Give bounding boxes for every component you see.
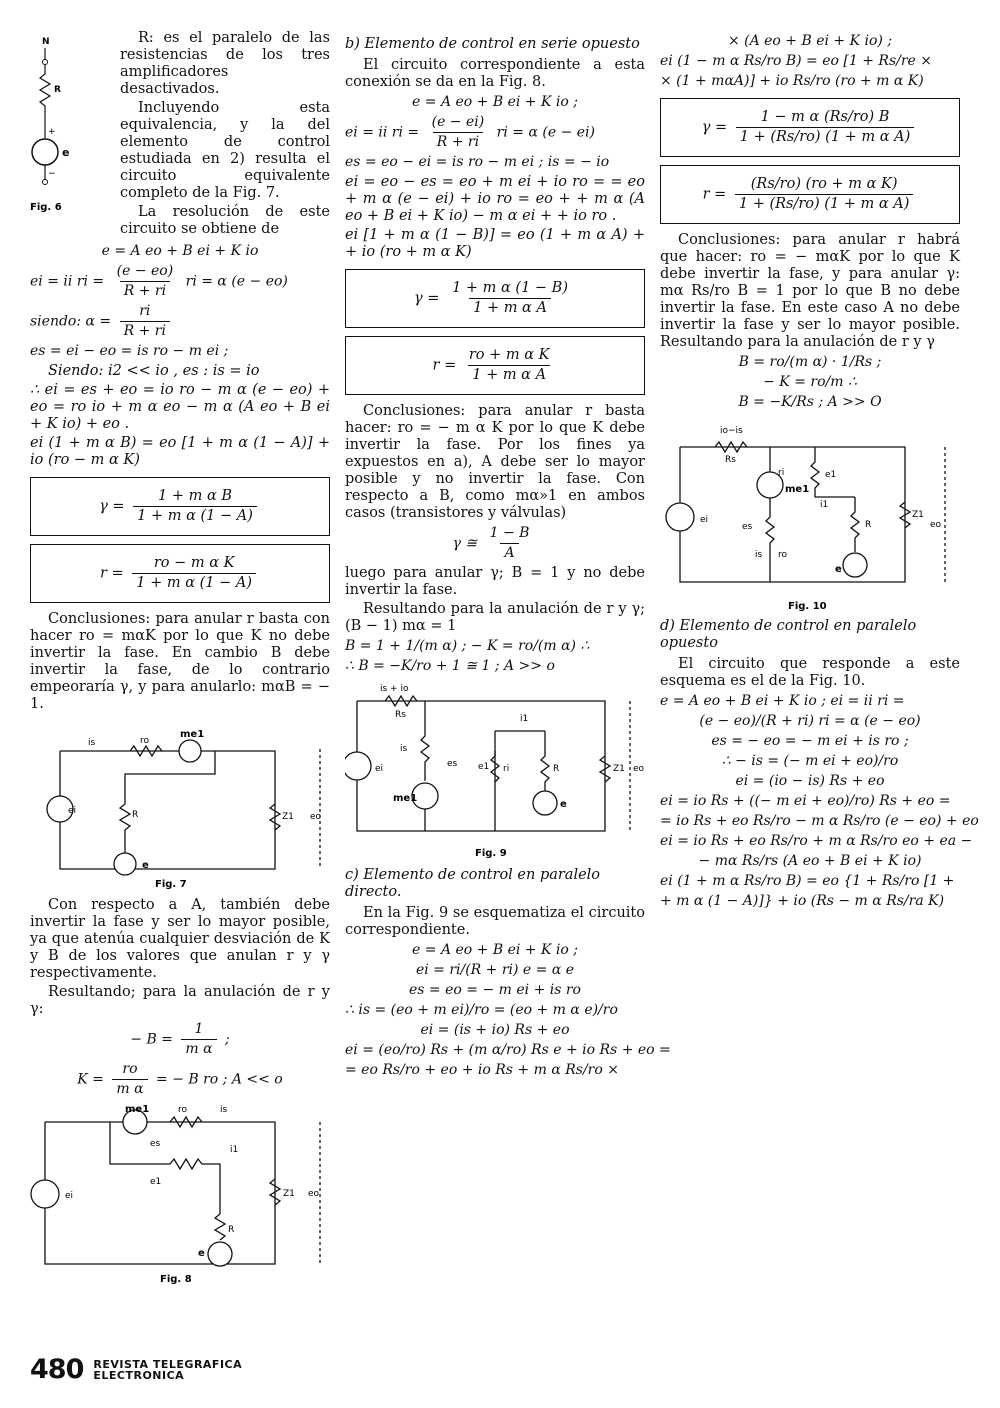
equation: (e − eo)/(R + ri) ri = α (e − eo) [699, 713, 921, 729]
equation: ei = (eo/ro) Rs + (m α/ro) Rs e + io Rs + eo = [345, 1042, 671, 1058]
equation: es = − eo = − m ei + is ro ; [711, 733, 909, 749]
equation: × (1 + mαA)] + io Rs/ro (ro + m α K) [660, 73, 924, 89]
svg-text:Rs: Rs [725, 455, 736, 465]
equation: − K = ro/m ∴ [763, 374, 857, 390]
result-box-r: r = $\frac{\text{(Rs/ro) (ro + m α K)}}{\text{1 + (Rs/ro) (1 + m α A)}}$ [660, 165, 960, 224]
svg-text:R: R [865, 520, 872, 530]
equation: + m α (1 − A)]} + io (Rs − m α Rs/ra K) [660, 893, 945, 909]
equation: siendo: α = $\frac{ri}{R + ri}$ [30, 303, 330, 340]
svg-text:i1: i1 [820, 500, 829, 510]
fig-8-diagram [30, 1104, 330, 1284]
paragraph: En la Fig. 9 se esquematiza el circuito correspondiente. [345, 905, 645, 938]
svg-text:me1: me1 [785, 484, 810, 495]
svg-text:i1: i1 [520, 714, 529, 724]
paragraph: El circuito que responde a este esquema es el de la Fig. 10. [660, 656, 960, 689]
svg-text:i1: i1 [230, 1145, 239, 1155]
svg-text:e: e [198, 1248, 205, 1259]
equation: − B = $\frac{1}{\text{m α}}$ ; [130, 1021, 230, 1057]
equation: e = A eo + B ei + K io ; [412, 94, 578, 110]
svg-text:me1: me1 [125, 1104, 150, 1115]
svg-text:es: es [447, 759, 458, 769]
fig-6-caption: Fig. 6 [30, 202, 62, 213]
conclusions-paragraph: Conclusiones: para anular r basta hacer: ro = − m α K por lo que K debe invertir la fase. Por los fines ya expuestos en a), A debe ser lo mayor posible y no invertir la fase. Con respecto a B, como mα»1 en ambos casos (transistores y válvulas) [345, 403, 645, 521]
fig-7-caption: Fig. 7 [155, 879, 187, 890]
equation: ei [1 + m α (1 − B)] = eo (1 + m α A) + + io (ro + m α K) [345, 227, 645, 260]
svg-text:R: R [228, 1225, 235, 1235]
svg-text:is + io: is + io [380, 684, 409, 694]
equation: ei = (io − is) Rs + eo [735, 773, 885, 789]
svg-text:e: e [62, 146, 70, 159]
equation: B = −K/Rs ; A >> O [738, 394, 882, 410]
svg-text:R: R [132, 810, 139, 820]
svg-text:es: es [150, 1139, 161, 1149]
fig-10-diagram [660, 417, 960, 612]
svg-text:ri: ri [778, 468, 785, 478]
equation: ei = eo − es = eo + m ei + io ro = = eo + m α (e − ei) + io ro = eo + + m α (A eo + B ei + K io) − m α ei + + io ro . [345, 174, 645, 224]
equation: es = ei − eo = is ro − m ei ; [30, 343, 229, 359]
svg-text:Z1: Z1 [283, 1189, 295, 1199]
svg-text:io−is: io−is [720, 426, 743, 436]
svg-text:e: e [560, 799, 567, 810]
paragraph: Resultando para la anulación de r y γ; (B − 1) mα = 1 [345, 601, 645, 634]
paragraph: Resultando; para la anulación de r y γ: [30, 984, 330, 1017]
svg-text:is: is [400, 744, 408, 754]
paragraph: Con respecto a A, también debe invertir la fase y ser lo mayor posible, ya que atenúa cualquier desviación de K y B de los valores que anulan r y γ respectivamente. [30, 897, 330, 981]
svg-text:e: e [142, 860, 149, 871]
equation: ∴ − is = (− m ei + eo)/ro [721, 753, 899, 769]
svg-text:ri: ri [503, 764, 510, 774]
intro-paragraph-1: R: es el paralelo de las resistencias de los tres amplificadores desactivados. [120, 30, 330, 97]
equation: ei = ii ri = $\frac{(e - ei)}{R + ri}$ ri = α (e − ei) [345, 114, 595, 150]
svg-text:ro: ro [178, 1105, 188, 1115]
svg-text:is: is [220, 1105, 228, 1115]
equation: ei = io Rs + eo Rs/ro + m α Rs/ro eo + ea − [660, 833, 973, 849]
result-box-r: r = $\frac{\text{ro + m α K}}{\text{1 + m α A}}$ [345, 336, 645, 395]
equation: e = A eo + B ei + K io [101, 243, 259, 259]
fig-7-diagram [30, 719, 330, 891]
journal-name-line-1: REVISTA TELEGRAFICA [93, 1357, 243, 1371]
svg-text:Z1: Z1 [912, 510, 924, 520]
column-1 [30, 30, 330, 1290]
svg-text:+: + [48, 127, 56, 137]
fig-10-caption: Fig. 10 [788, 601, 827, 612]
page-number: 480 [30, 1354, 84, 1385]
svg-text:e1: e1 [150, 1177, 162, 1187]
equation: × (A eo + B ei + K io) ; [727, 33, 893, 49]
conclusions-paragraph: Conclusiones: para anular r habrá que hacer: ro = − mαK por lo que K debe invertir la fase, y para anular γ: mα Rs/ro B = 1 por lo que B no debe invertir la fase. En este caso A no debe invertir la fase y ser lo mayor posible. Resultando para la anulación de r y γ [660, 232, 960, 350]
section-heading-b: b) Elemento de control en serie opuesto [345, 36, 640, 52]
equation: ei = (is + io) Rs + eo [420, 1022, 570, 1038]
svg-text:eo: eo [308, 1189, 320, 1199]
section-heading-d: d) Elemento de control en paralelo opuesto [660, 618, 917, 651]
equation: e = A eo + B ei + K io ; [412, 942, 578, 958]
fig-6-diagram [30, 30, 120, 215]
svg-text:−: − [48, 169, 56, 179]
equation: ∴ B = −K/ro + 1 ≅ 1 ; A >> o [345, 658, 555, 674]
conclusions-paragraph: Conclusiones: para anular r basta con hacer ro = mαK por lo que K no debe invertir la fase. En cambio B debe invertir la fase, de lo contrario empeoraría γ, y para anularlo: mαB = − 1. [30, 611, 330, 712]
journal-name-line-2: ELECTRONICA [93, 1368, 185, 1382]
svg-text:R: R [54, 85, 61, 95]
equation: ei (1 − m α Rs/ro B) = eo [1 + Rs/re × [660, 53, 933, 69]
svg-text:N: N [42, 37, 50, 47]
svg-text:me1: me1 [393, 793, 418, 804]
svg-text:ei: ei [700, 515, 709, 525]
equation: ∴ is = (eo + m ei)/ro = (eo + m α e)/ro [345, 1002, 618, 1018]
fig-9-caption: Fig. 9 [475, 848, 507, 859]
equation: ei = ii ri = $\frac{(e - eo)}{R + ri}$ ri = α (e − eo) [30, 263, 288, 299]
svg-text:is: is [88, 738, 96, 748]
section-heading-c: c) Elemento de control en paralelo directo. [345, 867, 601, 900]
equation: ei = ri/(R + ri) e = α e [415, 962, 575, 978]
svg-text:eo: eo [633, 764, 645, 774]
svg-text:ro: ro [140, 736, 150, 746]
svg-text:e1: e1 [478, 762, 490, 772]
result-box-gamma: γ = $\frac{\text{1 + m α B}}{\text{1 + m α (1 − A)}}$ [30, 477, 330, 536]
equation: K = $\frac{ro}{\text{m α}}$ = − B ro ; A << o [77, 1061, 283, 1097]
equation: es = eo = − m ei + is ro [409, 982, 581, 998]
journal-name [93, 1359, 242, 1381]
page-footer [30, 1354, 242, 1385]
svg-text:ei: ei [375, 764, 384, 774]
intro-paragraph-2: Incluyendo esta equivalencia, y la del elemento de control estudiada en 2) resulta el circuito equivalente completo de la Fig. 7. [120, 100, 330, 201]
equation: ∴ ei = es + eo = io ro − m α (e − eo) + eo = ro io + m α eo − m α (A eo + B ei + K io) + eo . [30, 382, 330, 432]
fig-8-caption: Fig. 8 [160, 1274, 192, 1284]
svg-text:Z1: Z1 [282, 812, 294, 822]
result-box-gamma: γ = $\frac{\text{1 − m α (Rs/ro) B}}{\text{1 + (Rs/ro) (1 + m α A)}}$ [660, 98, 960, 157]
equation: ei = io Rs + ((− m ei + eo)/ro) Rs + eo = [660, 793, 951, 809]
svg-text:eo: eo [930, 520, 942, 530]
svg-text:e1: e1 [825, 470, 837, 480]
svg-text:ei: ei [68, 806, 77, 816]
svg-text:es: es [742, 522, 753, 532]
column-3 [660, 30, 979, 913]
svg-text:R: R [553, 764, 560, 774]
equation: γ ≅ $\frac{1 - B}{A}$ [452, 525, 530, 561]
paragraph: luego para anular γ; B = 1 y no debe invertir la fase. [345, 565, 645, 598]
svg-text:ei: ei [65, 1191, 74, 1201]
equation: B = ro/(m α) · 1/Rs ; [738, 354, 882, 370]
intro-paragraph-3: La resolución de este circuito se obtiene de [120, 204, 330, 237]
paragraph: El circuito correspondiente a esta conexión se da en la Fig. 8. [345, 57, 645, 90]
svg-text:me1: me1 [180, 729, 205, 740]
equation: Siendo: i2 << io , es : is = io [48, 363, 260, 379]
svg-text:is: is [755, 550, 763, 560]
equation: B = 1 + 1/(m α) ; − K = ro/(m α) ∴ [345, 638, 590, 654]
svg-text:eo: eo [310, 812, 322, 822]
equation: = io Rs + eo Rs/ro − m α Rs/ro (e − eo) + eo [660, 813, 979, 829]
svg-text:ro: ro [778, 550, 788, 560]
svg-text:Rs: Rs [395, 710, 406, 720]
equation: ei (1 + m α Rs/ro B) = eo {1 + Rs/ro [1 + [660, 873, 955, 889]
svg-text:Z1: Z1 [613, 764, 625, 774]
equation: e = A eo + B ei + K io ; ei = ii ri = [660, 693, 905, 709]
result-box-gamma: γ = $\frac{\text{1 + m α (1 − B)}}{\text{1 + m α A}}$ [345, 269, 645, 328]
svg-text:e: e [835, 564, 842, 575]
result-box-r: r = $\frac{\text{ro − m α K}}{\text{1 + m α (1 − A)}}$ [30, 544, 330, 603]
column-2 [345, 30, 671, 1082]
fig-9-diagram [345, 681, 645, 861]
equation: = eo Rs/ro + eo + io Rs + m α Rs/ro × [345, 1062, 619, 1078]
equation: ei (1 + m α B) = eo [1 + m α (1 − A)] + io (ro − m α K) [30, 435, 330, 468]
equation: − mα Rs/rs (A eo + B ei + K io) [698, 853, 922, 869]
equation: es = eo − ei = is ro − m ei ; is = − io [345, 154, 610, 170]
